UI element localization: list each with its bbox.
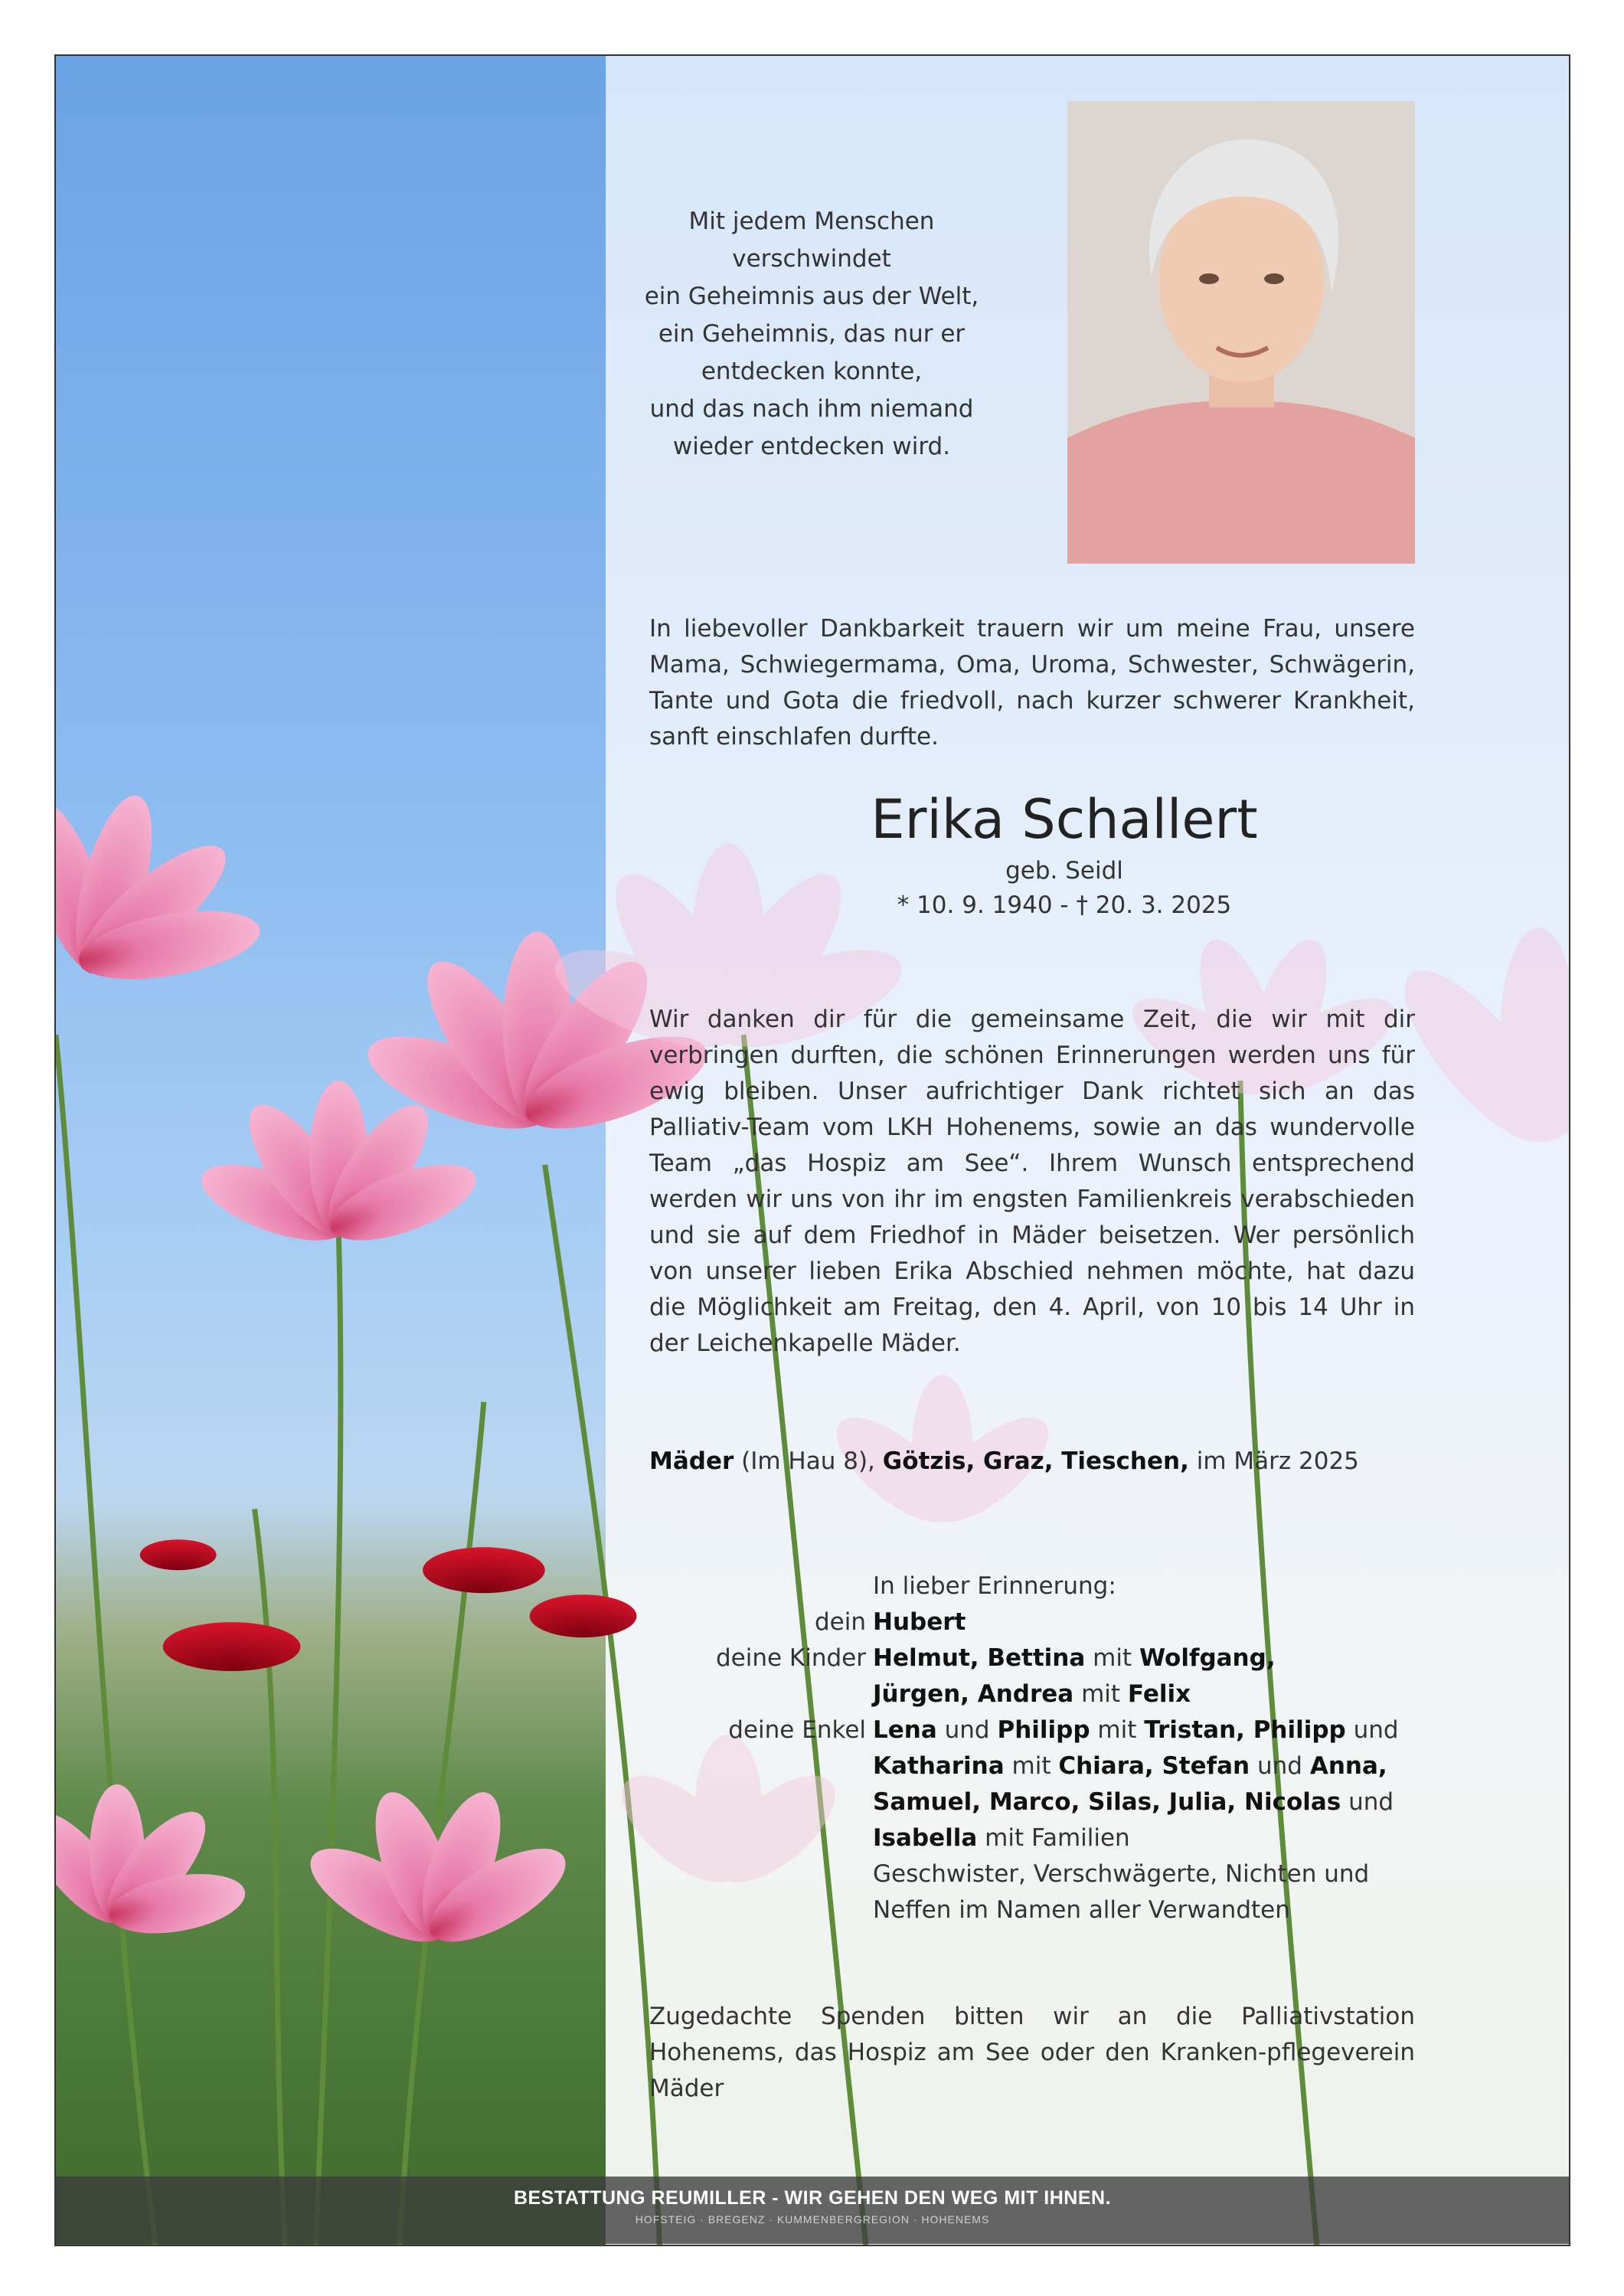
place-date: im März 2025 [1188, 1447, 1359, 1475]
place-and-date [649, 1444, 1423, 1480]
husband-label: dein [814, 1608, 866, 1636]
thanks-paragraph: Wir danken dir für die gemeinsame Zeit, die wir mit dir verbringen durften, die schönen Erinnerungen werden uns für ewig bleiben. Unser aufrichtiger Dank richtet sich an das Palliativ-Team vom LKH Hohenems, sowie an das wundervolle Team „das Hospiz am See“. Ihrem Wunsch entsprechend werden wir uns von ihr im engsten Familienkreis verabschieden und sie auf dem Friedhof in Mäder beisetzen. Wer persönlich von unserer lieben Erika Abschied nehmen möchte, hat dazu die Möglichkeit am Freitag, den 4. April, von 10 bis 14 Uhr in der Leichenkapelle Mäder. [649, 1006, 1415, 1357]
family-list [613, 1568, 1455, 1928]
life-dates: * 10. 9. 1940 - † 20. 3. 2025 [897, 891, 1232, 919]
grandchildren-label: deine Enkel [728, 1716, 866, 1744]
connector: mit [1090, 1716, 1145, 1744]
grandchild-name: Katharina [873, 1752, 1005, 1780]
children-label: deine Kinder [715, 1644, 866, 1672]
intro-paragraph: In liebevoller Dankbarkeit trauern wir um meine Frau, unsere Mama, Schwiegermama, Oma, Uroma, Schwester, Schwägerin, Tante und Gota die friedvoll, nach kurzer schwerer Krankheit, sanft einschlafen durfte. [649, 615, 1415, 751]
quote-line: wieder entdecken wird. [672, 433, 951, 460]
quote-line: ein Geheimnis, das nur er [658, 320, 966, 348]
connector: und [1250, 1752, 1310, 1780]
connector: mit [1073, 1680, 1128, 1708]
relatives-line: Geschwister, Verschwägerte, Nichten und [873, 1860, 1370, 1888]
husband-name: Hubert [873, 1608, 966, 1636]
children-names: Jürgen, Andrea [873, 1680, 1074, 1708]
quote-line: verschwindet [732, 245, 891, 273]
place-address: (Im Hau 8), [734, 1447, 883, 1475]
portrait-photo [1067, 101, 1415, 564]
grandchild-name: Lena [873, 1716, 937, 1744]
place-towns: Götzis, Graz, Tieschen, [882, 1447, 1189, 1475]
memorial-quote [643, 203, 980, 466]
grandchild-name: Anna, [1309, 1752, 1387, 1780]
birth-name: geb. Seidl [1005, 857, 1123, 885]
connector: mit Familien [977, 1824, 1130, 1852]
connector: und [1341, 1788, 1394, 1816]
connector: und [1345, 1716, 1399, 1744]
partner-name: Tristan, Philipp [1144, 1716, 1346, 1744]
family-heading: In lieber Erinnerung: [873, 1572, 1116, 1600]
grandchild-name: Philipp [997, 1716, 1090, 1744]
connector: mit [1004, 1752, 1059, 1780]
grandchild-names: Samuel, Marco, Silas, Julia, Nicolas [873, 1788, 1341, 1816]
deceased-name: Erika Schallert [871, 788, 1258, 851]
partner-name: Felix [1127, 1680, 1191, 1708]
footer-regions: HOFSTEIG · BREGENZ · KUMMENBERGREGION · HOHENEMS [635, 2213, 990, 2226]
funeral-home-footer [56, 2177, 1569, 2244]
relatives-line: Neffen im Namen aller Verwandten [873, 1896, 1290, 1924]
quote-line: ein Geheimnis aus der Welt, [644, 283, 979, 310]
partner-name: Chiara, Stefan [1058, 1752, 1250, 1780]
quote-line: entdecken konnte, [701, 358, 923, 385]
connector: mit [1085, 1644, 1139, 1672]
partner-name: Wolfgang, [1139, 1644, 1276, 1672]
donation-note: Zugedachte Spenden bitten wir an die Palliativstation Hohenems, das Hospiz am See oder den Kranken-pflegeverein Mäder [649, 2003, 1415, 2102]
grandchild-name: Isabella [873, 1824, 978, 1852]
children-names: Helmut, Bettina [873, 1644, 1086, 1672]
quote-line: und das nach ihm niemand [649, 395, 974, 423]
footer-slogan: BESTATTUNG REUMILLER - WIR GEHEN DEN WEG MIT IHNEN. [513, 2187, 1112, 2209]
connector: und [936, 1716, 998, 1744]
place-town: Mäder [649, 1447, 734, 1475]
quote-line: Mit jedem Menschen [688, 208, 935, 235]
